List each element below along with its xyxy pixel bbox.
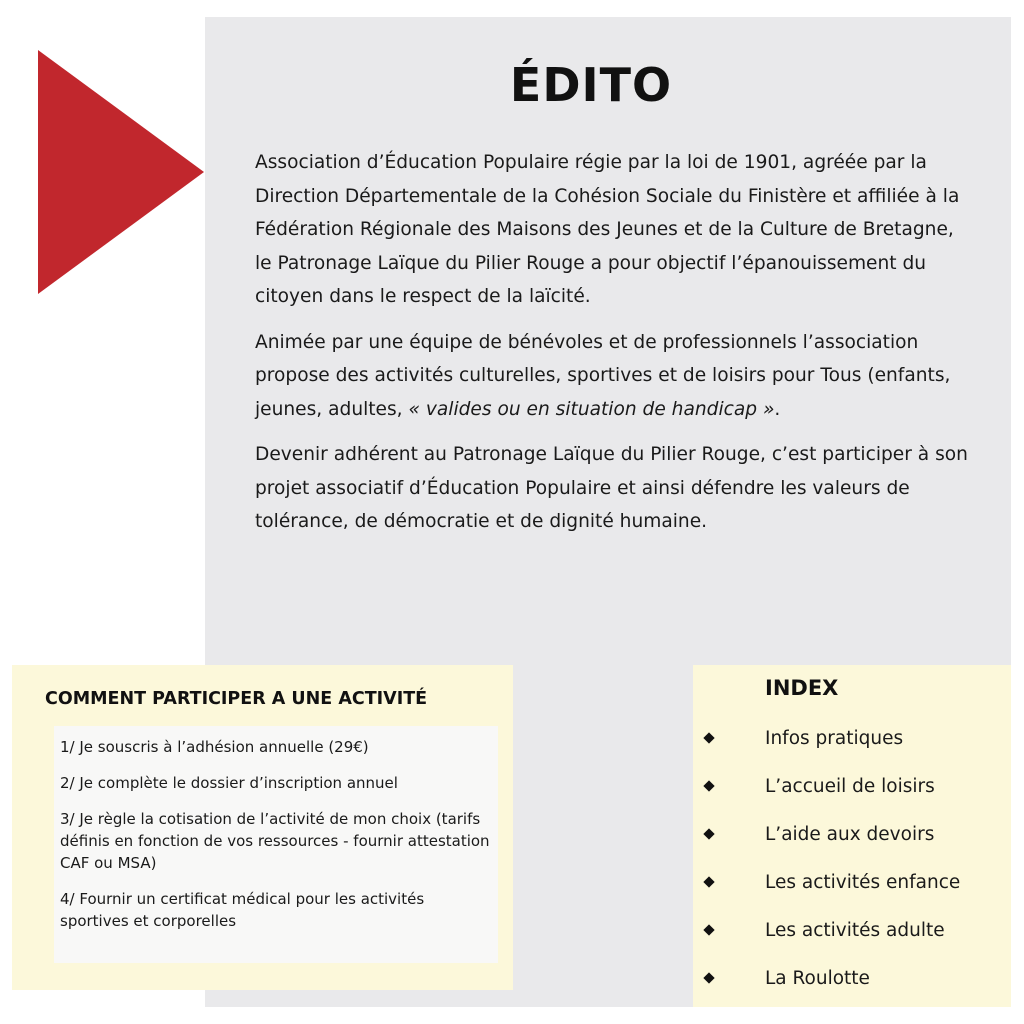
diamond-bullet-icon	[703, 828, 714, 839]
index-title: INDEX	[765, 676, 839, 700]
index-item-activites-adulte[interactable]	[693, 920, 1011, 968]
edito-paragraph-3: Devenir adhérent au Patronage Laïque du Pilier Rouge, c’est participer à son projet associatif d’Éducation Populaire et ainsi défendre les valeurs de tolérance, de démocratie et de dignité humaine.	[255, 444, 968, 532]
edito-paragraph-1: Association d’Éducation Populaire régie par la loi de 1901, agréée par la Direction Départementale de la Cohésion Sociale du Finistère et affiliée à la Fédération Régionale des Maisons des Jeunes et de la Culture de Bretagne, le Patronage Laïque du Pilier Rouge a pour objectif l’épanouissement du citoyen dans le respect de la laïcité.	[255, 152, 960, 307]
step-1: 1/ Je souscris à l’adhésion annuelle (29€)	[60, 738, 369, 756]
index-item-label: La Roulotte	[765, 968, 870, 989]
index-item-label: Les activités enfance	[765, 872, 961, 893]
diamond-bullet-icon	[703, 876, 714, 887]
participation-title: COMMENT PARTICIPER A UNE ACTIVITÉ	[45, 689, 428, 709]
index-box	[693, 665, 1011, 1007]
index-item-label: L’aide aux devoirs	[765, 824, 935, 845]
step-2: 2/ Je complète le dossier d’inscription annuel	[60, 774, 398, 792]
edito-paragraph-2-text: Animée par une équipe de bénévoles et de professionnels l’association propose des activités culturelles, sportives et de loisirs pour Tous (enfants, jeunes, adultes,	[255, 331, 951, 420]
edito-paragraph-2-end: .	[774, 398, 781, 420]
index-item-label: Les activités adulte	[765, 920, 945, 941]
diamond-bullet-icon	[703, 780, 714, 791]
index-item-infos-pratiques[interactable]	[693, 728, 1011, 776]
red-triangle-icon	[38, 50, 204, 294]
steps-box	[54, 726, 498, 963]
steps-list	[60, 736, 490, 946]
index-item-label: L’accueil de loisirs	[765, 776, 935, 797]
edito-body	[255, 146, 970, 551]
edito-title: ÉDITO	[509, 58, 673, 112]
participation-box	[12, 665, 513, 990]
step-3: 3/ Je règle la cotisation de l’activité de mon choix (tarifs définis en fonction de vos ressources - fournir attestation CAF ou MSA)	[60, 810, 490, 872]
step-4: 4/ Fournir un certificat médical pour les activités sportives et corporelles	[60, 890, 425, 930]
index-list	[693, 728, 1011, 1016]
index-item-aide-devoirs[interactable]	[693, 824, 1011, 872]
diamond-bullet-icon	[703, 732, 714, 743]
diamond-bullet-icon	[703, 972, 714, 983]
diamond-bullet-icon	[703, 924, 714, 935]
index-item-accueil-loisirs[interactable]	[693, 776, 1011, 824]
index-item-activites-enfance[interactable]	[693, 872, 1011, 920]
index-item-roulotte[interactable]	[693, 968, 1011, 1016]
edito-paragraph-2-italic: « valides ou en situation de handicap »	[408, 398, 775, 420]
edito-paragraph-2	[255, 326, 970, 427]
index-item-label: Infos pratiques	[765, 728, 904, 749]
